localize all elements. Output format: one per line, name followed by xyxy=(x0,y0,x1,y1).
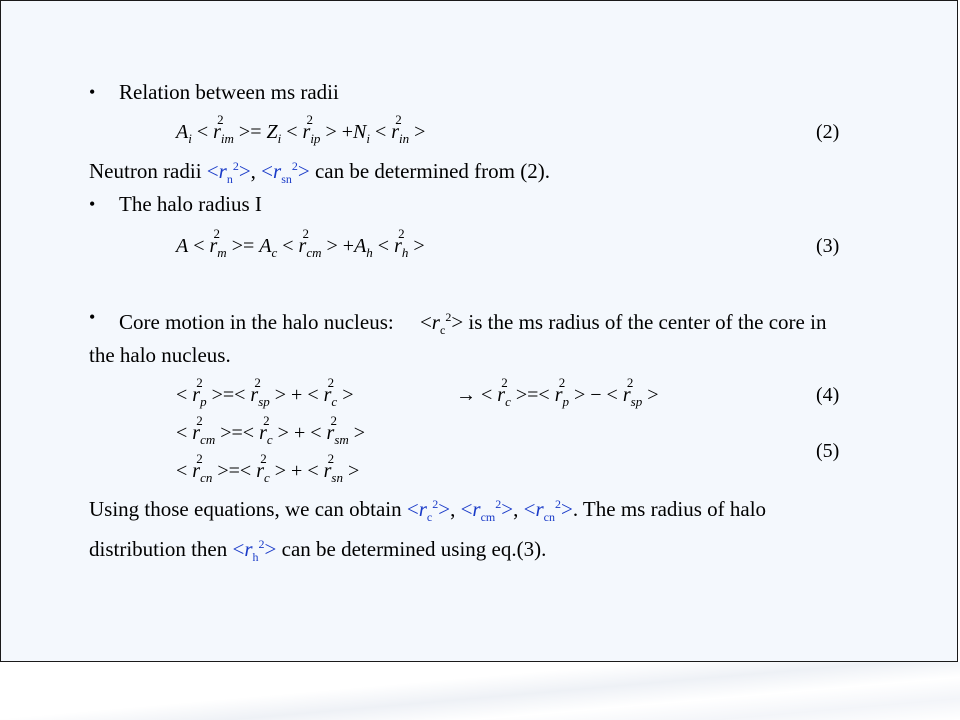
bullet-dot-3: • xyxy=(89,307,96,327)
bullet-text-1: Relation between ms radii xyxy=(119,80,339,104)
dist-suffix: can be determined using eq.(3). xyxy=(276,537,547,561)
rn2-symbol: $<r_n^2>$ xyxy=(206,159,251,187)
neutron-suffix: can be determined from (2). xyxy=(309,159,550,183)
rc2-symbol: $<r_c^2>$ xyxy=(419,310,464,338)
bullet-dot-2: • xyxy=(89,194,96,214)
equation-number-3: (3) xyxy=(816,235,840,257)
core-desc: is the ms radius of the center of the core in xyxy=(463,310,827,334)
rsn2-symbol: $<r_{sn}^2>$ xyxy=(261,159,310,187)
bullet-text-3 xyxy=(119,304,826,343)
equation-5b: < r 2 $_{cn}$ >=< r 2 $_c$ > + < r 2 $_{sn}$ > xyxy=(176,451,360,485)
equation-number-5: (5) xyxy=(816,440,840,462)
rh2-symbol: $<r_h^2>$ xyxy=(232,537,277,565)
neutron-radii-line: Neutron radii $<r_n^2>$, $<r_{sn}^2>$ can be determined from (2). xyxy=(89,159,550,187)
equation-5a: < r 2 $_{cm}$ >=< r 2 $_c$ > + < r 2 $_{sm}$ > xyxy=(176,413,366,447)
halo-nucleus-line: the halo nucleus. xyxy=(89,343,231,367)
using-equations-line: Using those equations, we can obtain $<r_c^2>$, $<r_{cm}^2>$, $<r_{cn}^2>$. The ms radius of halo xyxy=(89,497,767,525)
equation-3: A < r 2 $_m >= A_c < r$ 2 $_{cm} > +A_h < r$ 2 $_h$ > xyxy=(176,226,425,260)
equation-number-4: (4) xyxy=(816,384,840,406)
equation-4: < r 2 $_p$ >=< r 2 $_{sp}$ > + < r 2 $_c$ > xyxy=(176,375,354,409)
equation-number-2: (2) xyxy=(816,121,840,143)
core-motion-label: Core motion in the halo nucleus: xyxy=(119,310,394,334)
rc2-blue-symbol: $<r_c^2>$ xyxy=(406,497,451,525)
rcm2-symbol: $<r_{cm}^2>$ xyxy=(460,497,514,525)
dist-prefix: distribution then xyxy=(89,537,233,561)
neutron-prefix: Neutron radii xyxy=(89,159,207,183)
equation-2: $A_i < r$ 2 $_{im} >= Z_i < r$ 2 $_{ip} > +N_i < r$ 2 $_{in}$ > xyxy=(176,112,426,146)
using-suffix: . The ms radius of halo xyxy=(572,497,767,521)
distribution-line xyxy=(89,531,546,570)
bottom-shade xyxy=(0,662,960,720)
equation-4-rhs: → < r 2 $_c$ >=< r 2 $_p$ > − < r 2 $_{sp}$ > xyxy=(456,375,659,409)
bullet-text-2: The halo radius I xyxy=(119,192,262,216)
rcn2-symbol: $<r_{cn}^2>$ xyxy=(523,497,573,525)
bullet-dot-1: • xyxy=(89,82,96,102)
using-prefix: Using those equations, we can obtain xyxy=(89,497,407,521)
